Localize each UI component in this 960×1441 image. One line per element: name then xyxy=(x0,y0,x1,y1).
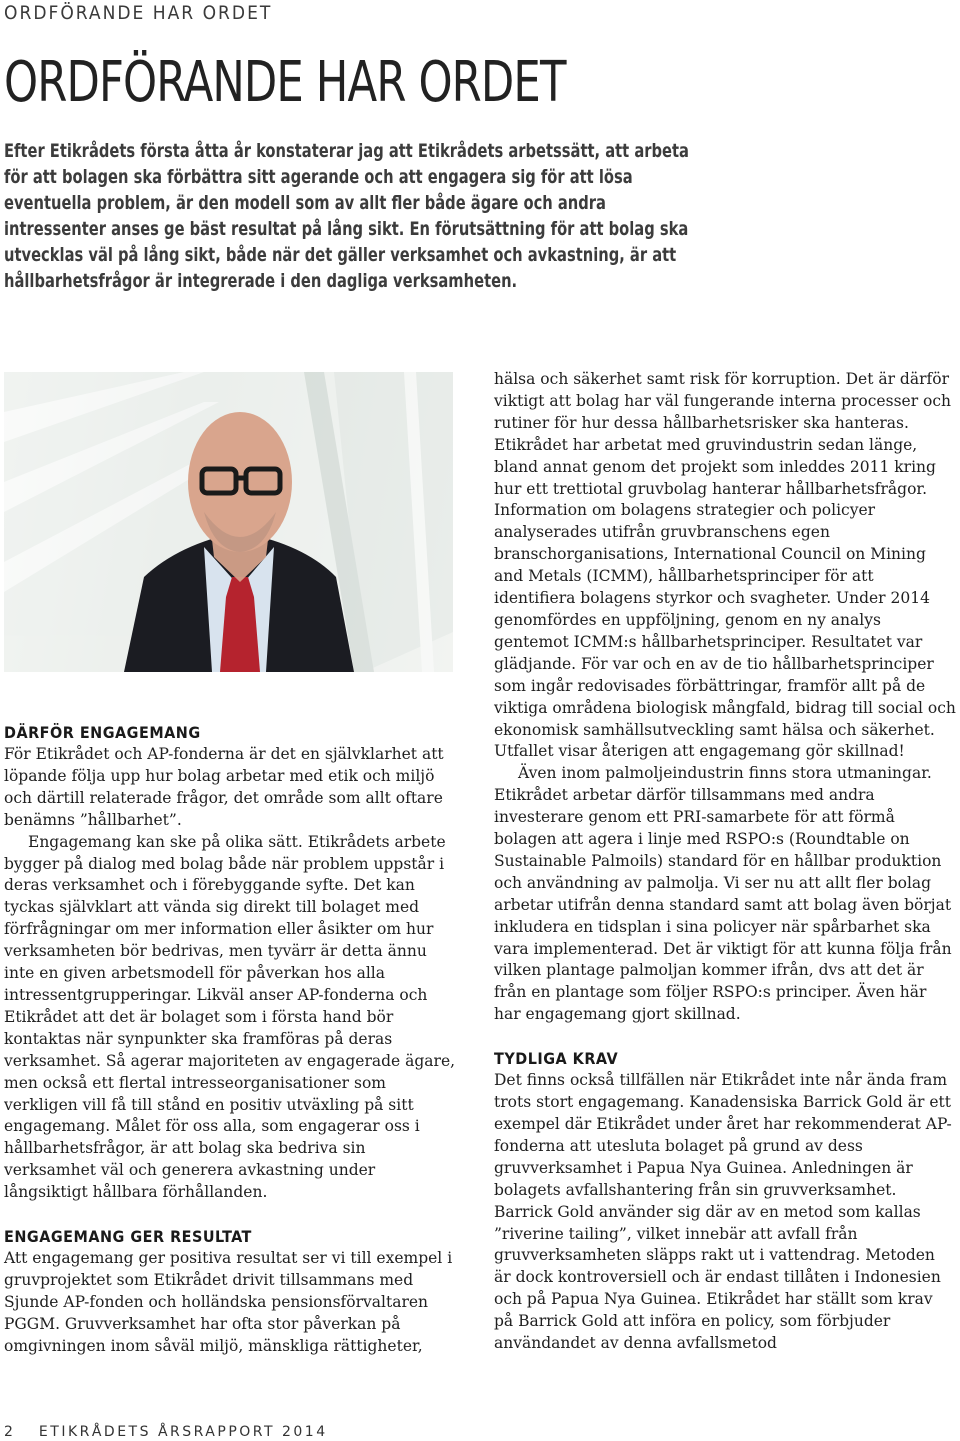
section-heading-darfor-engagemang: DÄRFÖR ENGAGEMANG xyxy=(4,723,201,742)
left-column xyxy=(4,722,459,1358)
body-paragraph: Det finns också tillfällen när Etikrådet inte når ända fram trots stort engagemang. Kanadensiska Barrick Gold är ett exempel där Etikrådet under året har rekommenderat AP-fonderna att utesluta bolaget på grund av dess gruvverksamhet i Papua Nya Guinea. Anledningen är bolagets avfallshantering från sin gruvverksamhet. Barrick Gold använder sig där av en metod som kallas ”riverine tailing”, vilket innebär att avfall från gruvverksamheten släpps rakt ut i vattendrag. Metoden är dock kontroversiell och är endast tillåten i Indonesien och på Papua Nya Guinea. Etikrådet har ställt som krav på Barrick Gold att införa en policy, som förbjuder användandet av denna avfallsmetod xyxy=(494,1071,952,1353)
running-head: ORDFÖRANDE HAR ORDET xyxy=(4,2,273,24)
body-paragraph: Engagemang kan ske på olika sätt. Etikrådets arbete bygger på dialog med bolag både när problem uppstår i deras verksamhet och i förebyggande syfte. Det kan tyckas självklart att vända sig direkt till bolaget med förfrågningar om mer information eller åsikter om hur verksamheten bör bedrivas, men tyvärr är detta ännu inte en given arbetsmodell för påverkan hos alla intressentgrupperingar. Likväl anser AP-fonderna och Etikrådet att det är bolaget som i första hand bör kontaktas när synpunkter ska framföras på deras verksamhet. Så agerar majoriteten av engagerade ägare, men också ett flertal intresseorganisationer som verkligen vill få till stånd en positiv utväxling på sitt engagemang. Målet för oss alla, som engagerar oss i hållbarhetsfrågor, är att bolag ska bedriva sin verksamhet väl och generera avkastning under långsiktigt hållbara förhållanden. xyxy=(4,832,456,1202)
body-paragraph: hälsa och säkerhet samt risk för korruption. Det är därför viktigt att bolag har väl fungerande interna processer och rutiner för hur dessa hållbarhetsrisker ska hanteras. Etikrådet har arbetat med gruvindustrin sedan länge, bland annat genom det projekt som inleddes 2011 kring hur ett trettiotal gruvbolag hanterar hållbarhetsfrågor. Information om bolagens strategier och policyer analyserades utifrån gruvbranschens egen branschorganisations, International Council on Mining and Metals (ICMM), hållbarhetsprinciper för att identifiera bolagens styrkor och svagheter. Under 2014 genomfördes en uppföljning, genom en ny analys gentemot ICMM:s hållbarhetsprinciper. Resultatet var glädjande. För var och en av de tio hållbarhetsprinciper som ingår redovisades förbättringar, framför allt på de viktiga områdena biologisk mångfald, bidrag till social och ekonomisk samhällsutveckling samt hälsa och säkerhet. Utfallet visar återigen att engagemang gör skillnad! xyxy=(494,370,956,761)
body-paragraph: Att engagemang ger positiva resultat ser vi till exempel i gruvprojektet som Etikrådet drivit tillsammans med Sjunde AP-fonden och holländska pensionsförvaltaren PGGM. Gruvverksamhet har ofta stor påverkan på omgivningen inom såväl miljö, mänskliga rättigheter, xyxy=(4,1249,453,1355)
portrait-illustration xyxy=(4,372,453,672)
publication-name: ETIKRÅDETS ÅRSRAPPORT 2014 xyxy=(38,1424,328,1440)
right-column xyxy=(494,369,956,1355)
chairman-portrait xyxy=(4,372,453,672)
lead-paragraph: Efter Etikrådets första åtta år konstaterar jag att Etikrådets arbetssätt, att arbeta för att bolagen ska förbättra sitt agerande och att engagera sig för att lösa eventuella problem, är den modell som av allt fler både ägare och andra intressenter anses ge bäst resultat på lång sikt. En förutsättning för att bolag ska utvecklas väl på lång sikt, både när det gäller verksamhet och avkastning, är att hållbarhetsfrågor är integrerade i den dagliga verksamheten. xyxy=(4,140,689,292)
section-heading-engagemang-ger-resultat: ENGAGEMANG GER RESULTAT xyxy=(4,1227,252,1247)
body-paragraph: För Etikrådet och AP-fonderna är det en självklarhet att löpande följa upp hur bolag arbetar med etik och miljö och därtill relaterade frågor, det område som allt oftare benämns ”hållbarhet”. xyxy=(4,745,444,829)
body-paragraph: Även inom palmoljeindustrin finns stora utmaningar. Etikrådet arbetar därför tillsammans med andra investerare genom ett PRI-samarbete för att förmå bolagen att agera i linje med RSPO:s (Roundtable on Sustainable Palmoils) standard för en hållbar produktion och användning av palmolja. Vi ser nu att allt fler bolag arbetar utifrån denna standard samt att bolag även börjat inkludera en tidsplan i sina policyer när spårbarhet ska vara implementerad. Det är viktigt för att kunna följa från vilken plantage palmoljan kommer ifrån, dvs att det är från en plantage som följer RSPO:s principer. Även här har engagemang gjort skillnad. xyxy=(494,764,952,1024)
section-heading-tydliga-krav: TYDLIGA KRAV xyxy=(494,1049,619,1069)
page-title: ORDFÖRANDE HAR ORDET xyxy=(4,50,566,115)
page-footer xyxy=(4,1424,328,1440)
page-number: 2 xyxy=(4,1424,13,1440)
